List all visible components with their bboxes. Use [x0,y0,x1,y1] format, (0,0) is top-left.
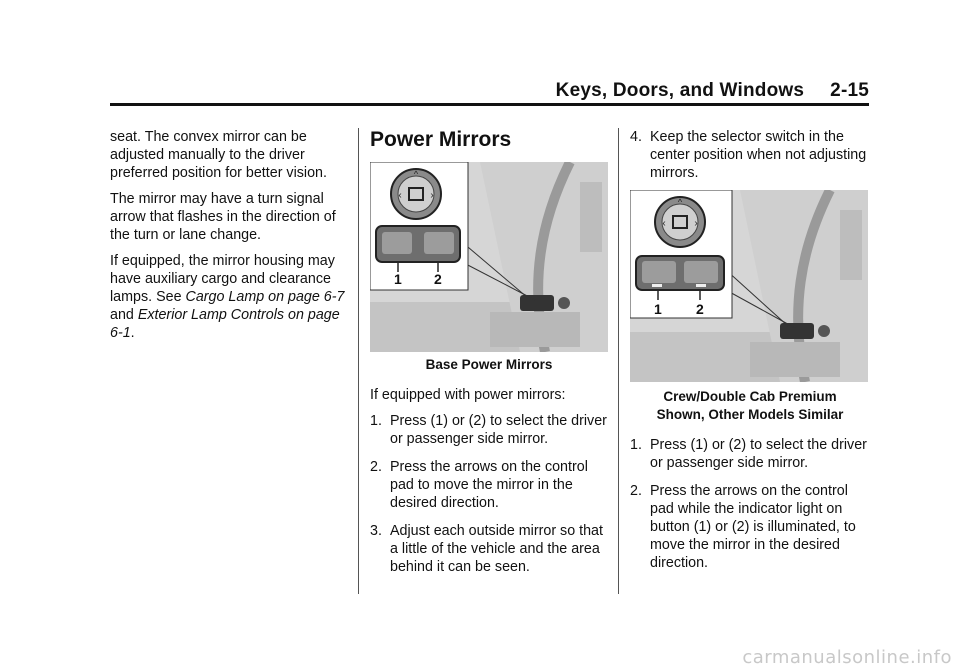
period-text: . [130,325,135,341]
header-section: Keys, Doors, and Windows [555,80,805,101]
steps-list [370,412,608,576]
step-number: 2. [630,483,642,499]
premium-mirror-illustration [630,190,868,382]
figure-premium-power-mirrors [630,190,868,382]
base-mirror-illustration [370,162,608,352]
step-number: 3. [370,523,382,539]
figure-label-2: 2 [434,271,442,287]
column-right [630,128,870,582]
list-item [630,482,870,572]
step-text: Press the arrows on the control pad to move the mirror in the desired direction. [390,459,588,511]
svg-text:‹: ‹ [662,218,666,229]
caption-line-2: Shown, Other Models Similar [656,407,844,422]
step-text: Keep the selector switch in the center position when not adjusting mirrors. [650,129,867,181]
step-text: Press (1) or (2) to select the driver or passenger side mirror. [650,437,867,471]
step-text: Adjust each outside mirror so that a little of the vehicle and the area behind it can be seen. [390,523,603,575]
step-number: 1. [370,413,382,429]
figure-base-power-mirrors [370,162,608,352]
column-middle [370,128,608,586]
header-rule [110,103,869,106]
exterior-lamp-link[interactable]: Exterior Lamp Controls on page 6-1 [110,307,340,341]
svg-text:›: › [430,190,434,201]
cargo-lamp-link[interactable]: Cargo Lamp on page 6-7 [185,289,345,305]
watermark: carmanualsonline.info [742,647,952,668]
svg-text:‹: ‹ [398,190,402,201]
step-text: Press (1) or (2) to select the driver or passenger side mirror. [390,413,607,447]
lamps-text: If equipped, the mirror housing may have auxiliary cargo and clearance lamps. See [110,253,335,305]
svg-text:›: › [694,218,698,229]
and-text: and [110,307,138,323]
list-item [630,436,870,472]
step-number: 4. [630,129,642,145]
steps-list-continued [630,128,870,182]
step-number: 1. [630,437,642,453]
column-divider-1 [358,128,359,594]
svg-text:^: ^ [677,197,683,207]
step-text: Press the arrows on the control pad while the indicator light on button (1) or (2) is illuminated, to move the mirror in the desired direction. [650,483,856,571]
list-item [370,458,608,512]
header-title [556,80,869,102]
column-divider-2 [618,128,619,594]
figure-caption [630,388,870,424]
svg-text:^: ^ [413,169,419,179]
premium-steps-list [630,436,870,572]
paragraph-convex-mirror: seat. The convex mirror can be adjusted manually to the driver preferred position for better vision. [110,129,327,181]
page-header [110,76,869,104]
step-number: 2. [370,459,382,475]
header-page-number: 2-15 [830,80,869,101]
figure-label-1: 1 [654,301,662,317]
intro-text: If equipped with power mirrors: [370,387,566,403]
list-item [370,412,608,448]
figure-label-2: 2 [696,301,704,317]
figure-caption: Base Power Mirrors [425,357,553,372]
section-heading: Power Mirrors [370,128,512,151]
figure-label-1: 1 [394,271,402,287]
paragraph-turn-signal: The mirror may have a turn signal arrow that flashes in the direction of the turn or lane change. [110,191,336,243]
list-item [370,522,608,576]
list-item [630,128,870,182]
column-left [110,128,348,350]
paragraph-auxiliary-lamps [110,252,348,342]
caption-line-1: Crew/Double Cab Premium [663,389,837,404]
